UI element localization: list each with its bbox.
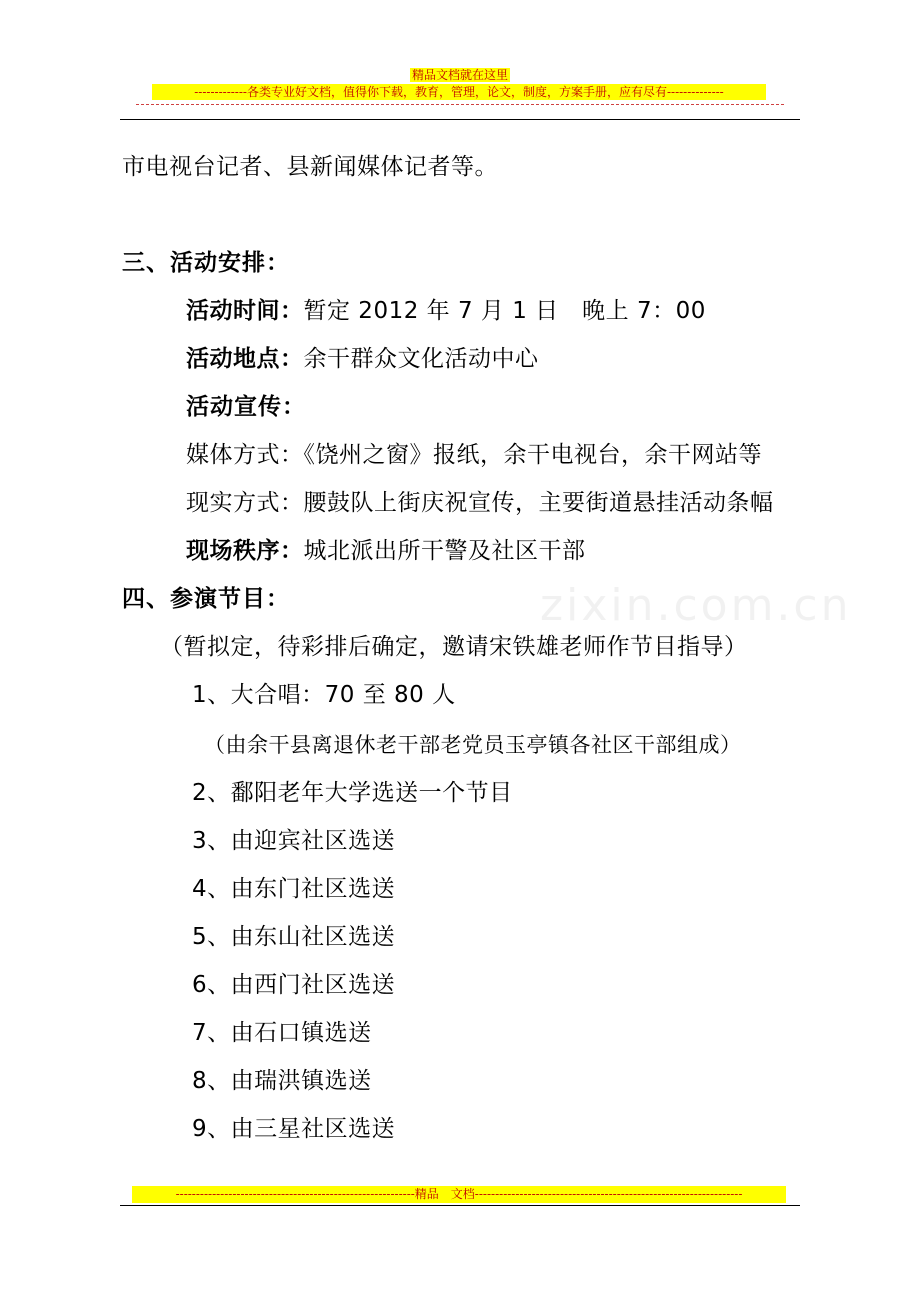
activity-promo-label: 活动宣传： (186, 394, 306, 420)
program-item: 8、由瑞洪镇选送 (192, 1068, 372, 1094)
section-4-title: 四、参演节目： (122, 586, 290, 612)
program-item: 5、由东山社区选送 (192, 924, 396, 950)
activity-place-value: 余干群众文化活动中心 (303, 346, 539, 372)
program-item: 2、鄱阳老年大学选送一个节目 (192, 780, 513, 806)
header-divider (120, 119, 800, 120)
activity-place-label: 活动地点： (186, 346, 304, 372)
reality-line: 现实方式：腰鼓队上街庆祝宣传，主要街道悬挂活动条幅 (186, 490, 774, 516)
activity-time-value: 暂定 2012 年 7 月 1 日 晚上 7：00 (303, 298, 706, 324)
watermark: zixin.com.cn (540, 580, 852, 631)
program-item: 3、由迎宾社区选送 (192, 828, 396, 854)
program-item: 9、由三星社区选送 (192, 1116, 396, 1142)
media-line: 媒体方式：《饶州之窗》报纸，余干电视台，余干网站等 (186, 442, 762, 468)
activity-time-label: 活动时间： (186, 298, 304, 324)
program-item: 1、大合唱：70 至 80 人 (192, 682, 456, 708)
section-3-title: 三、活动安排： (122, 250, 290, 276)
program-item: 4、由东门社区选送 (192, 876, 396, 902)
site-order-label: 现场秩序： (186, 538, 304, 564)
activity-place (186, 344, 539, 374)
intro-line: 市电视台记者、县新闻媒体记者等。 (122, 154, 498, 180)
header-subtitle: -------------各类专业好文档，值得你下载，教育，管理，论文，制度，方案手册，应有尽有-------------- (152, 84, 766, 100)
site-order (186, 536, 586, 566)
header-title: 精品文档就在这里 (411, 68, 508, 82)
program-item: 6、由西门社区选送 (192, 972, 396, 998)
activity-time (186, 296, 706, 326)
footer-divider (120, 1205, 800, 1206)
header-dashed-divider (136, 104, 784, 105)
program-item-note: （由余干县离退休老干部老党员玉亭镇各社区干部组成） (204, 733, 742, 757)
footer-banner: -----------------------------------------------------------精品 文档------------------------------------------------------------------ (132, 1186, 786, 1203)
program-item: 7、由石口镇选送 (192, 1020, 372, 1046)
section-4-note: （暂拟定，待彩排后确定，邀请宋铁雄老师作节目指导） (160, 634, 748, 660)
site-order-value: 城北派出所干警及社区干部 (303, 538, 586, 564)
